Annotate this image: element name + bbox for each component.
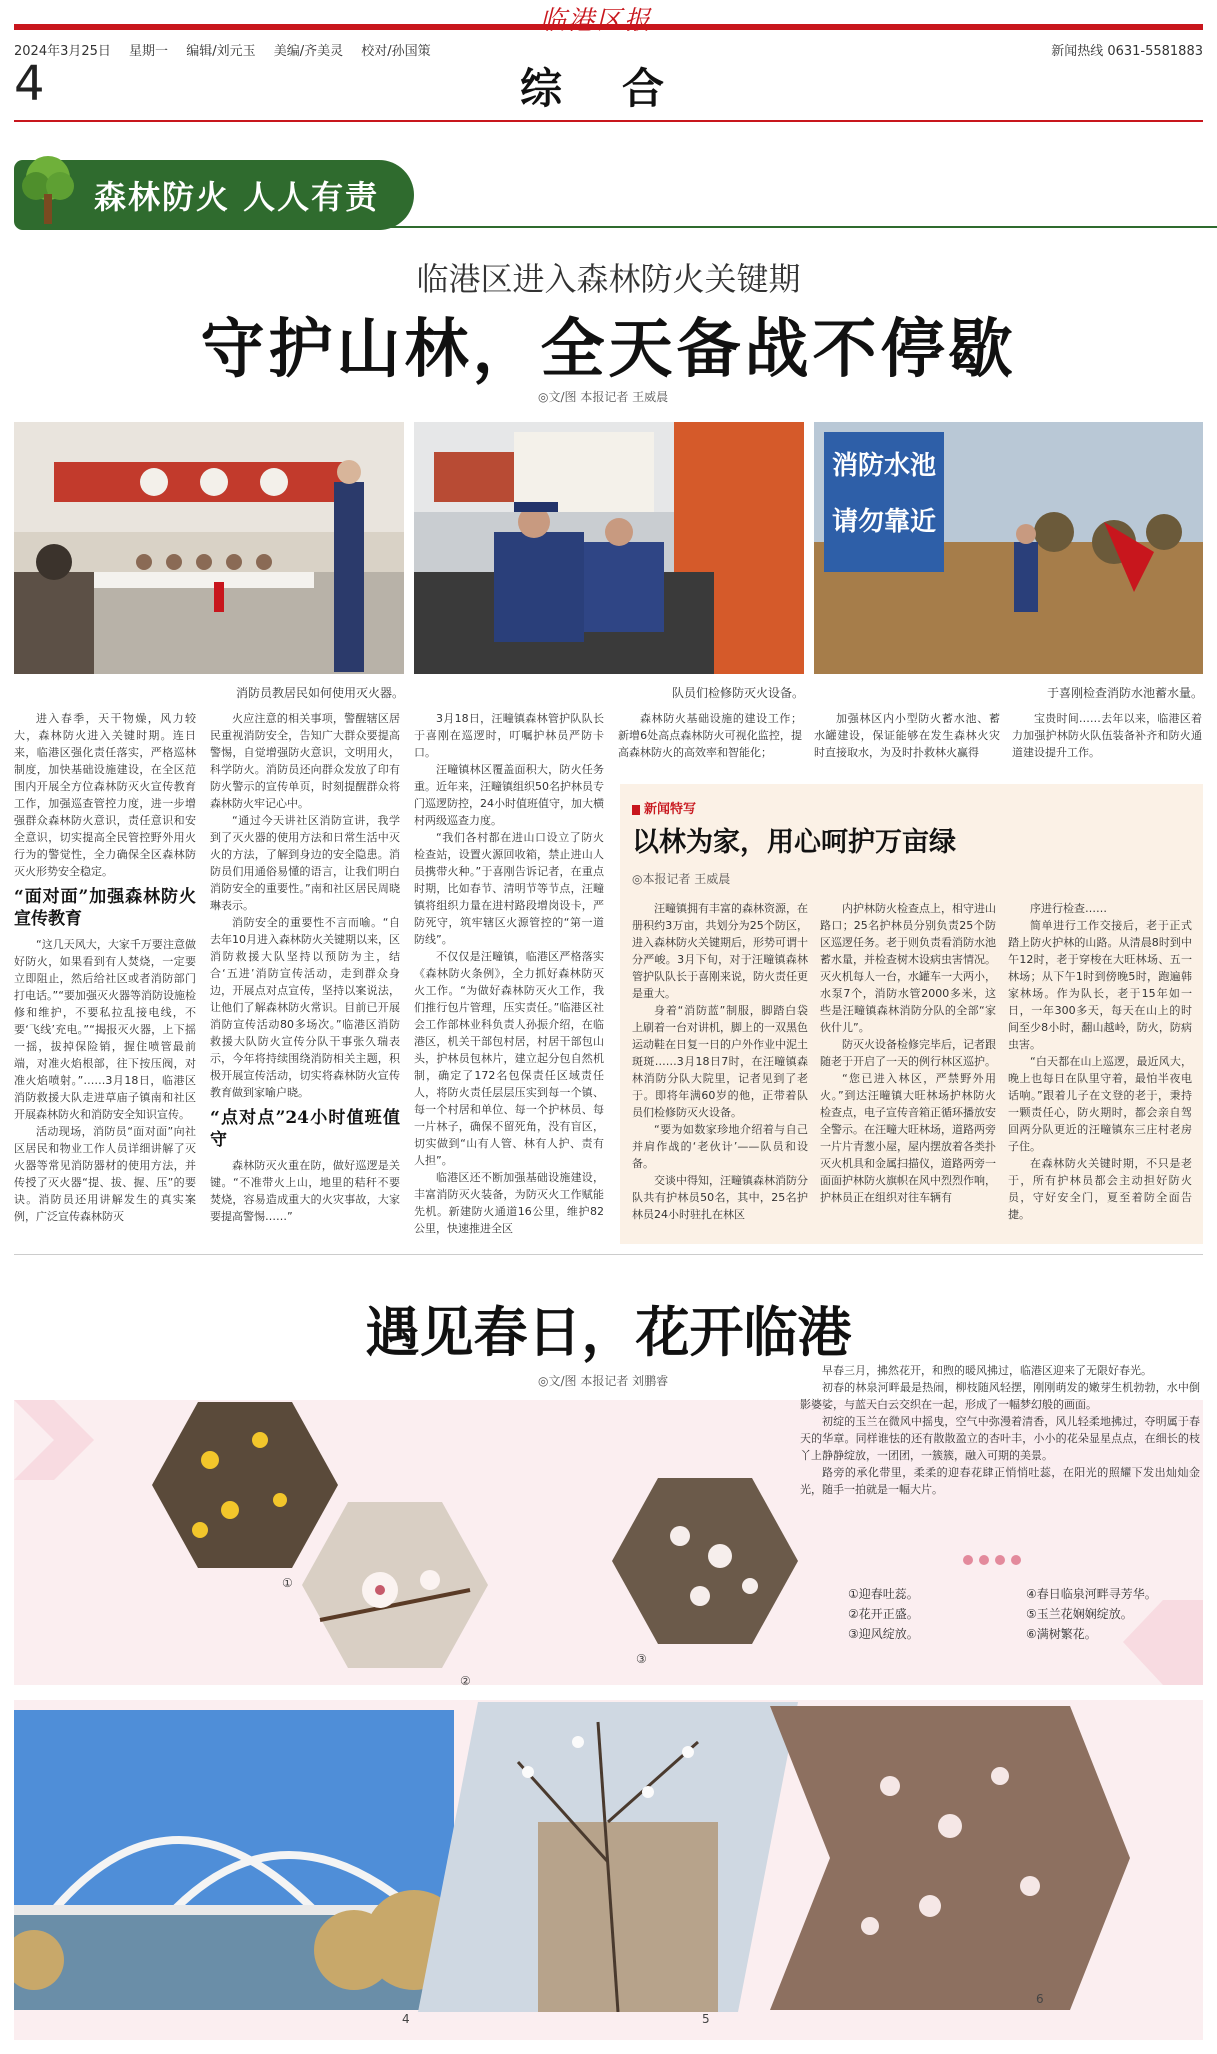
- paragraph: “通过今天讲社区消防宣讲，我学到了灭火器的使用方法和日常生活中灭火的方法，了解到身边的安全隐患。消防员们用通俗易懂的语言，让我们明白消防安全的重要性。”南和社区居民周晓琳表示。: [210, 814, 400, 912]
- article-column-3: [414, 710, 604, 1246]
- feature-tag: [632, 798, 696, 817]
- feature-column-3: [1008, 900, 1192, 1236]
- decorative-dots: [960, 1550, 1024, 1569]
- article-column-5: [814, 710, 1000, 780]
- photo-magnolia: [418, 1702, 798, 2012]
- paragraph: 初春的林泉河畔最是热闹，柳枝随风轻摆，刚刚萌发的嫩芽生机勃勃，水中倒影婆娑，与蓝天白云交织在一起，形成了一幅梦幻般的画面。: [800, 1381, 1200, 1411]
- spring-byline: ◎文/图 本报记者 刘鹏睿: [538, 1374, 669, 1388]
- photo-blossom-tree: [770, 1706, 1130, 2010]
- article-byline: ◎文/图 本报记者 王威晨: [538, 390, 669, 404]
- spring-text: [800, 1362, 1200, 1498]
- article-title: 守护山林，全天备战不停歇: [200, 312, 1017, 387]
- feature-tag-label: 新闻特写: [644, 802, 697, 817]
- paragraph: 宝贵时间……去年以来，临港区着力加强护林防火队伍装备补齐和防火通道建设提升工作。: [1012, 712, 1202, 759]
- header-editor: 编辑/刘元玉: [186, 44, 256, 59]
- paragraph: 森林防火基础设施的建设工作；新增6处高点森林防火可视化监控，提高森林防火的高效率和智能化；: [618, 712, 802, 759]
- paragraph: 汪疃镇林区覆盖面积大，防火任务重。近年来，汪疃镇组织50名护林员专门巡逻防控，24小时值班值守，加大横村两级巡查力度。: [414, 763, 604, 827]
- paragraph: 森林防灭火重在防，做好巡逻是关键。“不准带火上山，地里的秸秆不要焚烧，容易造成重大的火灾事故，大家要提高警惕……”: [210, 1159, 400, 1223]
- paragraph: 活动现场，消防员“面对面”向社区居民和物业工作人员详细讲解了灭火器等常见消防器材的使用方法，并传授了灭火器“提、拔、握、压”的要诀。消防员还用讲解发生的真实案例，广泛宣传森林防灭: [14, 1125, 196, 1223]
- water-pool-sign: 消防水池 请勿靠近: [832, 451, 937, 537]
- section-divider: [14, 1254, 1203, 1255]
- paragraph: 3月18日，汪疃镇森林管护队队长于喜刚在巡逻时，叮嘱护林员严防卡口。: [414, 712, 604, 759]
- paragraph: “您已进入林区，严禁野外用火。”到达汪疃镇大旺林场护林防火检查点，电子宣传音箱正循环播放安全警示。在汪疃大旺林场，道路两旁一片片青葱小屋，屋内摆放着各类扑灭火机具和金属扫描仪，道路两旁一面面护林防火旗帜在风中烈烈作响，护林员正在组织对往车辆有: [820, 1072, 996, 1204]
- photo-caption-2: 队员们检修防灭火设备。: [671, 686, 804, 700]
- spring-title: 遇见春日，花开临港: [365, 1300, 852, 1364]
- paragraph: 防灭火设备检修完毕后，记者跟随老于开启了一天的例行林区巡护。: [820, 1038, 996, 1068]
- article-column-2: [210, 710, 400, 1246]
- legend-left: [848, 1584, 919, 1644]
- header-designer: 美编/齐美灵: [273, 44, 344, 59]
- article-column-1: [14, 710, 196, 1246]
- paragraph: “我们各村都在进山口设立了防火检查站，设置火源回收箱，禁止进山人员携带火种。”于喜刚告诉记者，在重点时期，比如春节、清明节等节点，汪疃镇将组织力量在进村路段增岗设卡，严防死守，筑牢辖区火源管控的“第一道防线”。: [414, 831, 604, 946]
- paragraph: 序进行检查……: [1030, 902, 1107, 915]
- legend-item: ⑥满树繁花。: [1026, 1627, 1097, 1641]
- legend-item: ④春日临泉河畔寻芳华。: [1026, 1587, 1157, 1601]
- article-subtitle: 临港区进入森林防火关键期: [416, 260, 801, 298]
- paragraph: 火应注意的相关事项，警醒辖区居民重视消防安全，告知广大群众要提高警惕，自觉增强防火意识，文明用火，科学防火。消防员还向群众发放了印有防火警示的宣传单页，时刻提醒群众将森林防火牢记心中。: [210, 712, 400, 810]
- paragraph: 临港区还不断加强基础设施建设，丰富消防灭火装备，为防灭火工作赋能先机。新建防火通道16公里，维护82公里，快速推进全区: [414, 1171, 604, 1235]
- paragraph: “白天都在山上巡逻，最近风大，晚上也每日在队里守着，最怕半夜电话响。”跟着儿子在文登的老于，秉持一颗责任心，防火期时，都会亲自驾回两分队更近的汪疃镇东三庄村老房子住。: [1008, 1055, 1192, 1153]
- section-name: 综合: [520, 64, 725, 113]
- header-meta: [14, 40, 445, 59]
- paragraph: “要为如数家珍地介绍着与自己并肩作战的‘老伙计’——队员和设备。: [632, 1123, 808, 1170]
- legend-item: ②花开正盛。: [848, 1607, 919, 1621]
- banner-text: 森林防火 人人有责: [94, 178, 380, 216]
- photo-fire-extinguisher-training: [14, 422, 404, 674]
- feature-column-1: [632, 900, 808, 1236]
- photo-hex-apricot-blossom: [300, 1500, 490, 1670]
- banner-underline: [230, 226, 1217, 228]
- photo-caption-1: 消防员教居民如何使用灭火器。: [235, 686, 404, 700]
- feature-tag-marker: [632, 805, 640, 815]
- photo-number-3: ③: [636, 1652, 647, 1666]
- paragraph: 交谈中得知，汪疃镇森林消防分队共有护林员50名，其中，25名护林员24小时驻扎在林区: [632, 1174, 808, 1221]
- section-heading: “面对面”加强森林防火宣传教育: [14, 887, 196, 929]
- article-column-4: [618, 710, 802, 780]
- legend-right: [1026, 1584, 1157, 1644]
- paragraph: 简单进行工作交接后，老于正式踏上防火护林的山路。从清晨8时到中午12时，老于穿梭在大旺林场、五一林场；从下午1时到傍晚5时，跑遍韩家林场。作为队长，老于15年如一日，一年300多天，每天在山上的时间至少8小时，翻山越岭，防火，防病虫害。: [1008, 919, 1192, 1051]
- paragraph: 进入春季，天干物燥，风力较大，森林防火进入关键时期。连日来，临港区强化责任落实，严格巡林制度，加快基础设施建设，在全区范围内开展全方位森林防灭火宣传教育工作，加强巡查管控力度，进一步增强群众森林防火意识，责任意识和安全意识，切实提高全民管控野外用火行为的警觉性，全力确保全区森林防灭火形势安全稳定。: [14, 712, 196, 878]
- header-hotline: 新闻热线 0631-5581883: [1051, 44, 1203, 59]
- paragraph: 路旁的承化带里，柔柔的迎春花肆正悄悄吐蕊，在阳光的照耀下发出灿灿金光，随手一拍就是一幅大片。: [800, 1466, 1200, 1496]
- photo-hex-wind-blossom: [610, 1476, 800, 1646]
- legend-item: ③迎风绽放。: [848, 1627, 919, 1641]
- paragraph: 汪疃镇拥有丰富的森林资源，在册积约3万亩，共划分为25个防区，进入森林防火关键期后，形势可谓十分严峻。3月下旬，对于汪疃镇森林管护队队长于喜刚来说，防火责任更是重大。: [632, 902, 808, 1000]
- paragraph: 身着“消防蓝”制服，脚踏白袋上刷着一台对讲机，脚上的一双黑色运动鞋在日复一日的户外作业中泥土斑斑……3月18日7时，在汪疃镇森林消防分队大院里，记者见到了老于。即将年满60岁的他，正带着队员们检修防灭火设备。: [632, 1004, 808, 1119]
- photo-equipment-repair: [414, 422, 804, 674]
- photo-number-2: ②: [460, 1674, 471, 1688]
- photo-number-1: ①: [282, 1576, 293, 1590]
- paragraph: 加强林区内小型防火蓄水池、蓄水罐建设，保证能够在发生森林火灾时直接取水，为及时扑救林火赢得: [814, 712, 1000, 759]
- feature-column-2: [820, 900, 996, 1236]
- feature-title: 以林为家，用心呵护万亩绿: [632, 827, 956, 858]
- feature-byline: ◎本报记者 王威晨: [632, 872, 731, 886]
- photo-water-pool: [814, 422, 1203, 674]
- page-number: 4: [14, 56, 45, 112]
- legend-item: ⑤玉兰花娴娴绽放。: [1026, 1607, 1133, 1621]
- paragraph: 不仅仅是汪疃镇，临港区严格落实《森林防火条例》，全力抓好森林防灭火工作。“为做好森林防灭火工作，我们推行包片管理，压实责任。”临港区社会工作部林业科负责人孙振介绍，在临港区，机关干部包村居，村居干部包山头，护林员包林片，建立起分包自然机制，确定了172名包保责任区域责任人，将防火责任层层压实到每一个镇、每一个村居和单位、每一个护林员、每一片林子，确保不留死角，没有盲区，切实做到“山有人管、林有人护、责有人担”。: [414, 950, 604, 1167]
- header-proof: 校对/孙国策: [361, 44, 431, 59]
- paragraph: 初绽的玉兰在微风中摇曳，空气中弥漫着清香，风儿轻柔地拂过，夺明属于春天的华章。同样谁怯的还有散散盈立的杏叶丰，小小的花朵显星点点，在细长的枝丫上静静绽放，一团团，一簇簇，融入可期的美景。: [800, 1415, 1200, 1462]
- header-rule: [14, 120, 1203, 122]
- photo-caption-3: 于喜刚检查消防水池蓄水量。: [1046, 686, 1203, 700]
- paragraph: 消防安全的重要性不言而喻。“自去年10月进入森林防火关键期以来，区消防救援大队坚持以预防为主，结合‘五进’消防宣传活动，走到群众身边，开展点对点宣传，坚持以案说法，让他们了解森林防火常识。目前已开展消防宣传活动80多场次。”临港区消防救援大队防火宣传分队干事张久瑞表示，今年将持续围绕消防相关主题，积极开展宣传活动，切实将森林防火宣传教育做到家喻户晓。: [210, 916, 400, 1099]
- header-date: 2024年3月25日: [14, 44, 111, 59]
- paragraph: “这几天风大，大家千万要注意做好防火，如果看到有人焚烧，一定要立即阻止，然后给社区或者消防部门打电话。”“要加强灭火器等消防设施检修和维护，不要私拉乱接电线，不要‘飞线’充电。”“揭报灭火器，上下摇一摇，拔掉保险销，握住喷管最前端，对准火焰根部，往下按压阀，对准火焰喷射。”……3月18日，临港区消防救援大队走进草庙子镇南和社区开展森林防火和消防安全知识宣传。: [14, 938, 196, 1121]
- paragraph: 在森林防火关键时期，不只是老于，所有护林员都会主动担好防火员，守好安全门，夏至着防全面告捷。: [1008, 1157, 1192, 1221]
- photo-number-5: 5: [702, 2012, 710, 2026]
- photo-bridge-river: [14, 1710, 454, 2010]
- tree-icon: [18, 150, 78, 230]
- legend-item: ①迎春吐蕊。: [848, 1587, 919, 1601]
- article-column-6: [1012, 710, 1202, 780]
- header-weekday: 星期一: [129, 44, 169, 59]
- photo-number-4: 4: [402, 2012, 410, 2026]
- photo-number-6: 6: [1036, 1992, 1044, 2006]
- paragraph: 早春三月，拂然花开，和煦的暖风拂过，临港区迎来了无限好春光。: [822, 1364, 1152, 1377]
- masthead: 临港区报: [540, 6, 653, 36]
- section-heading: “点对点”24小时值班值守: [210, 1108, 400, 1150]
- paragraph: 内护林防火检查点上，相守进山路口；25名护林员分别负责25个防区巡逻任务。老于则负责看消防水池蓄水量，并检查树木设病虫害情况。灭火机每人一台，水罐车一大两小，水泵7个，消防水管2000多米，这些是汪疃镇森林消防分队的全部“家伙什儿”。: [820, 902, 996, 1034]
